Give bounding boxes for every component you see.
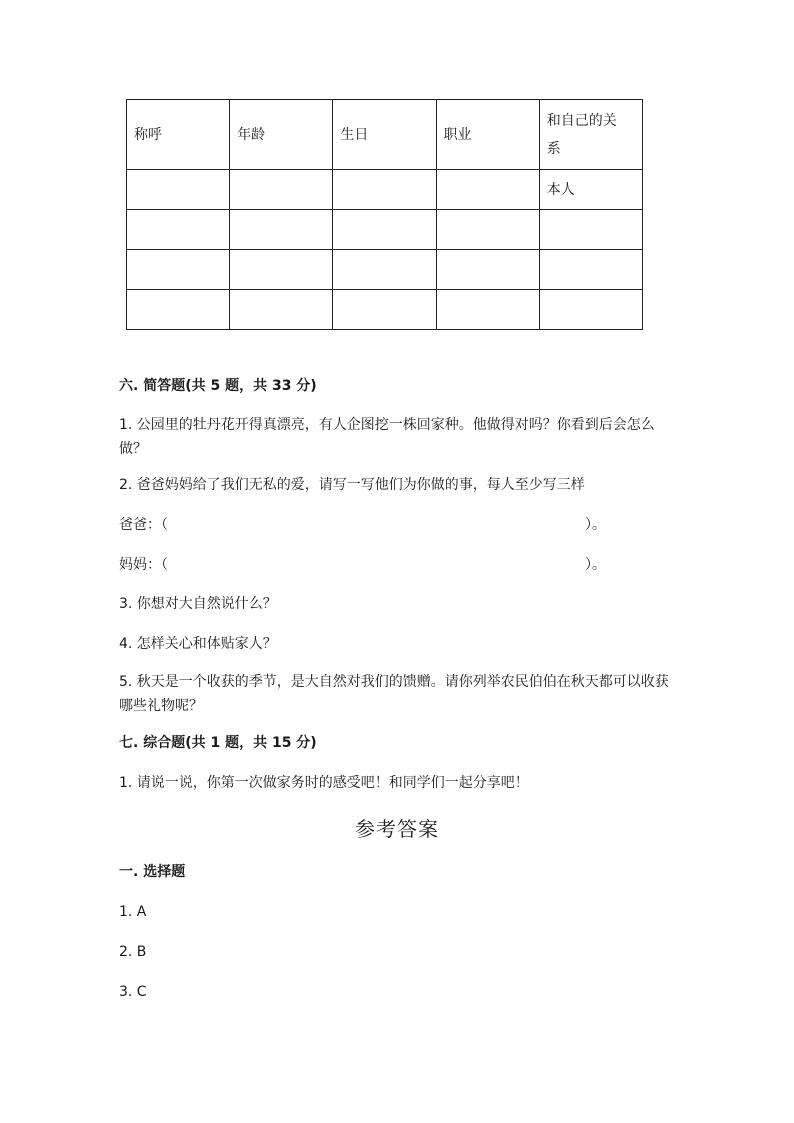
section-6-heading: 六. 简答题(共 5 题，共 33 分) xyxy=(119,378,317,394)
header-cell-birthday: 生日 xyxy=(333,100,436,170)
table-cell[interactable] xyxy=(230,210,333,250)
table-row xyxy=(127,210,643,250)
mom-label: 妈妈：（ xyxy=(119,557,168,573)
table-cell[interactable] xyxy=(539,250,642,290)
table-cell[interactable] xyxy=(230,170,333,210)
table-cell[interactable] xyxy=(127,250,230,290)
dad-label: 爸爸：（ xyxy=(119,517,168,533)
section-7-heading: 七. 综合题(共 1 题，共 15 分) xyxy=(119,735,317,751)
answer-item: 1. A xyxy=(119,904,147,920)
answers-section-1-heading: 一. 选择题 xyxy=(119,864,186,880)
table-cell[interactable] xyxy=(333,250,436,290)
header-cell-title: 称呼 xyxy=(127,100,230,170)
question-6-2: 2. 爸爸妈妈给了我们无私的爱，请写一写他们为你做的事，每人至少写三样 xyxy=(119,477,585,493)
table-row xyxy=(127,170,643,210)
table-cell[interactable] xyxy=(333,170,436,210)
table-cell[interactable] xyxy=(127,290,230,330)
question-6-4: 4. 怎样关心和体贴家人？ xyxy=(119,636,277,652)
table-cell[interactable] xyxy=(127,210,230,250)
answers-title: 参考答案 xyxy=(355,817,439,841)
dad-answer-row[interactable] xyxy=(119,514,639,534)
table-cell[interactable] xyxy=(436,170,539,210)
family-info-table xyxy=(126,99,643,330)
table-cell[interactable] xyxy=(436,250,539,290)
table-cell[interactable] xyxy=(230,290,333,330)
table-cell[interactable] xyxy=(436,210,539,250)
table-cell[interactable] xyxy=(127,170,230,210)
dad-close: ）。 xyxy=(585,517,606,533)
table-cell[interactable] xyxy=(436,290,539,330)
mom-answer-row[interactable] xyxy=(119,554,639,574)
question-7-1: 1. 请说一说，你第一次做家务时的感受吧！和同学们一起分享吧！ xyxy=(119,775,529,791)
question-6-5: 5. 秋天是一个收获的季节，是大自然对我们的馈赠。请你列举农民伯伯在秋天都可以收获哪些礼物呢？ xyxy=(119,674,669,714)
table-cell[interactable] xyxy=(230,250,333,290)
table-cell[interactable] xyxy=(539,210,642,250)
answer-item: 3. C xyxy=(119,984,147,1000)
table-header-row xyxy=(127,100,643,170)
table-cell: 本人 xyxy=(539,170,642,210)
table-row xyxy=(127,250,643,290)
mom-close: ）。 xyxy=(585,557,606,573)
table-cell[interactable] xyxy=(539,290,642,330)
question-6-1: 1. 公园里的牡丹花开得真漂亮，有人企图挖一株回家种。他做得对吗？你看到后会怎么做？ xyxy=(119,417,655,457)
answer-item: 2. B xyxy=(119,944,147,960)
header-cell-age: 年龄 xyxy=(230,100,333,170)
table-cell[interactable] xyxy=(333,290,436,330)
table-row xyxy=(127,290,643,330)
header-cell-job: 职业 xyxy=(436,100,539,170)
table-cell[interactable] xyxy=(333,210,436,250)
question-6-3: 3. 你想对大自然说什么？ xyxy=(119,596,277,612)
header-cell-relation: 和自己的关系 xyxy=(539,100,642,170)
